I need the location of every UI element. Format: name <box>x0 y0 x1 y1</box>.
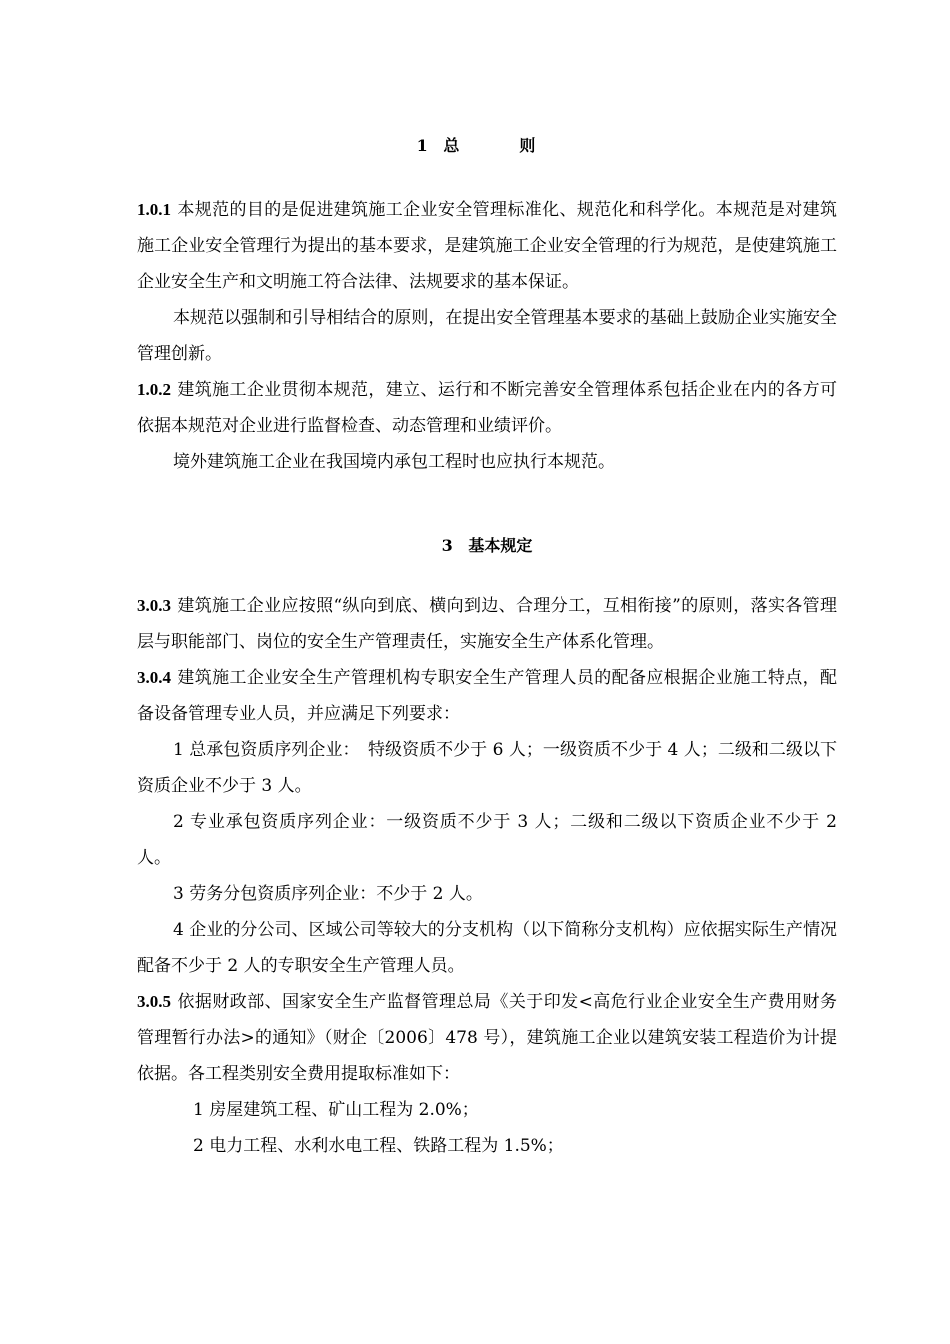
clause-text: 建筑施工企业安全生产管理机构专职安全生产管理人员的配备应根据企业施工特点，配备设备管理专业人员，并应满足下列要求： <box>137 668 837 724</box>
list-item-text: 2 电力工程、水利水电工程、铁路工程为 1.5%； <box>193 1136 564 1156</box>
clause-number: 3.0.4 <box>137 668 171 687</box>
clause-3-0-4 <box>137 660 837 732</box>
list-item-text: 3 劳务分包资质序列企业：不少于 2 人。 <box>173 884 483 904</box>
document-page <box>137 130 837 1164</box>
section-3-title: 基本规定 <box>468 536 533 555</box>
list-item-text: 1 房屋建筑工程、矿山工程为 2.0%； <box>193 1100 479 1120</box>
section-3-heading <box>137 530 837 562</box>
paragraph-overseas <box>137 444 837 480</box>
paragraph-text: 本规范以强制和引导相结合的原则，在提出安全管理基本要求的基础上鼓励企业实施安全管理创新。 <box>137 308 837 364</box>
list-item-text: 4 企业的分公司、区域公司等较大的分支机构（以下简称分支机构）应依据实际生产情况配备不少于 2 人的专职安全生产管理人员。 <box>137 920 837 976</box>
section-1-heading <box>137 130 837 162</box>
list-item <box>137 876 837 912</box>
clause-number: 3.0.5 <box>137 992 171 1011</box>
section-3-number: 3 <box>441 536 453 555</box>
clause-1-0-1 <box>137 192 837 300</box>
section-1-title: 总 则 <box>443 136 558 155</box>
list-item <box>137 804 837 876</box>
clause-1-0-2 <box>137 372 837 444</box>
list-item <box>137 732 837 804</box>
clause-number: 1.0.2 <box>137 380 171 399</box>
clause-text: 依据财政部、国家安全生产监督管理总局《关于印发<高危行业企业安全生产费用财务管理暂行办法>的通知》（财企〔2006〕478 号），建筑施工企业以建筑安装工程造价为计提依据。各工程类别安全费用提取标准如下： <box>137 992 837 1084</box>
clause-text: 建筑施工企业贯彻本规范，建立、运行和不断完善安全管理体系包括企业在内的各方可依据本规范对企业进行监督检查、动态管理和业绩评价。 <box>137 380 837 436</box>
clause-number: 3.0.3 <box>137 596 171 615</box>
paragraph-principle <box>137 300 837 372</box>
list-item <box>137 912 837 984</box>
clause-number: 1.0.1 <box>137 200 171 219</box>
list-item-text: 2 专业承包资质序列企业：一级资质不少于 3 人；二级和二级以下资质企业不少于 2 人。 <box>137 812 837 868</box>
clause-text: 建筑施工企业应按照“纵向到底、横向到边、合理分工，互相衔接”的原则，落实各管理层与职能部门、岗位的安全生产管理责任，实施安全生产体系化管理。 <box>137 596 837 652</box>
section-1-number: 1 <box>416 136 428 155</box>
list-item <box>137 1128 837 1164</box>
list-item <box>137 1092 837 1128</box>
paragraph-text: 境外建筑施工企业在我国境内承包工程时也应执行本规范。 <box>173 452 615 472</box>
clause-3-0-5 <box>137 984 837 1092</box>
clause-3-0-3 <box>137 588 837 660</box>
list-item-text: 1 总承包资质序列企业： 特级资质不少于 6 人；一级资质不少于 4 人；二级和二级以下资质企业不少于 3 人。 <box>137 740 837 796</box>
clause-text: 本规范的目的是促进建筑施工企业安全管理标准化、规范化和科学化。本规范是对建筑施工企业安全管理行为提出的基本要求，是建筑施工企业安全管理的行为规范，是使建筑施工企业安全生产和文明施工符合法律、法规要求的基本保证。 <box>137 200 837 292</box>
